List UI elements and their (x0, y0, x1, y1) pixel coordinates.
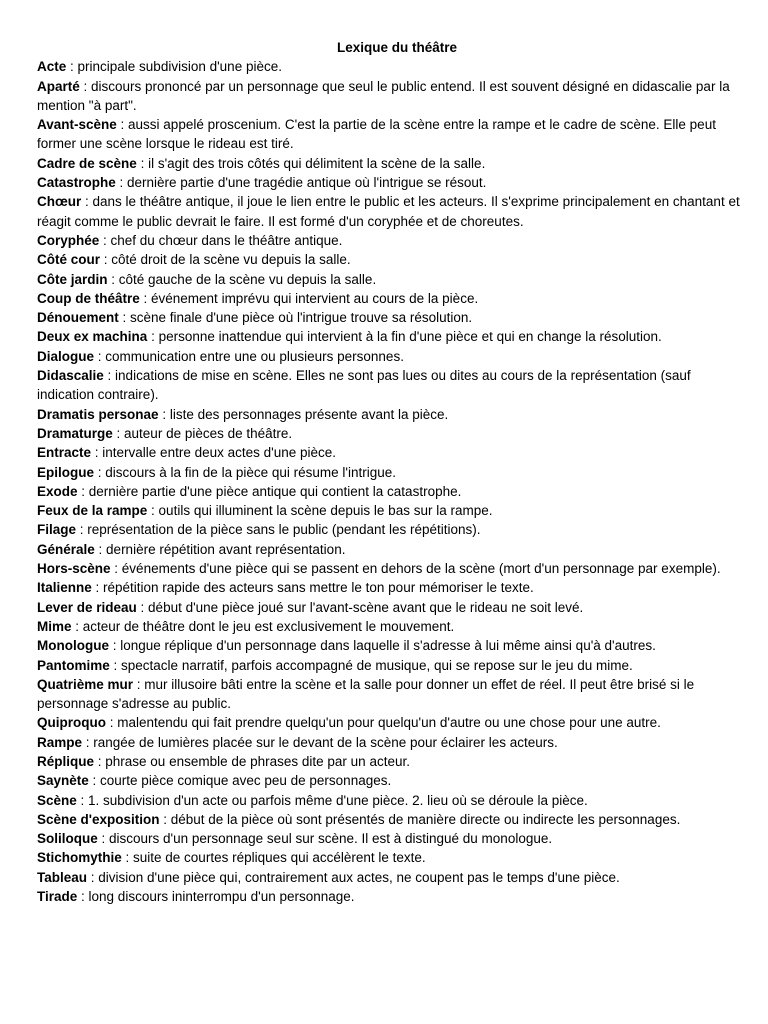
glossary-definition: : 1. subdivision d'un acte ou parfois même d'une pièce. 2. lieu où se déroule la pièce. (76, 792, 588, 808)
glossary-definition: : dernière partie d'une tragédie antique où l'intrigue se résout. (115, 175, 487, 191)
glossary-term: Catastrophe (37, 175, 116, 191)
glossary-entry (37, 559, 745, 578)
glossary-definition: : intervalle entre deux actes d'une pièce. (91, 445, 337, 461)
glossary-entry (37, 617, 745, 636)
glossary-term: Saynète (37, 773, 89, 789)
glossary-definition: : discours à la fin de la pièce qui résume l'intrigue. (94, 464, 396, 480)
glossary-term: Didascalie (37, 368, 104, 384)
glossary-term: Tirade (37, 889, 78, 905)
glossary-term: Coup de théâtre (37, 290, 140, 306)
glossary-definition: : principale subdivision d'une pièce. (66, 59, 282, 75)
glossary-entry (37, 192, 745, 231)
glossary-term: Stichomythie (37, 850, 122, 866)
glossary-term: Feux de la rampe (37, 503, 148, 519)
glossary-definition: : indications de mise en scène. Elles ne sont pas lues ou dites au cours de la représentation (sauf indication contraire). (37, 368, 691, 403)
glossary-term: Côté cour (37, 252, 101, 268)
glossary-definition: : longue réplique d'un personnage dans laquelle il s'adresse à lui même ainsi qu'à d'autres. (108, 638, 656, 654)
glossary-entry (37, 443, 745, 462)
glossary-entry (37, 656, 745, 675)
glossary-entry (37, 57, 745, 76)
glossary-entry (37, 424, 745, 443)
glossary-term: Côte jardin (37, 271, 108, 287)
glossary-entry (37, 154, 745, 173)
glossary-definition: : malentendu qui fait prendre quelqu'un pour quelqu'un d'autre ou une chose pour une autre. (105, 715, 661, 731)
glossary-definition: : répétition rapide des acteurs sans mettre le ton pour mémoriser le texte. (91, 580, 534, 596)
glossary-entry (37, 733, 745, 752)
glossary-term: Tableau (37, 869, 88, 885)
glossary-definition: : suite de courtes répliques qui accélèrent le texte. (121, 850, 426, 866)
glossary-definition: : courte pièce comique avec peu de personnages. (88, 773, 392, 789)
glossary-term: Quiproquo (37, 715, 106, 731)
glossary-term: Lever de rideau (37, 599, 137, 615)
glossary-entry (37, 791, 745, 810)
glossary-term: Hors-scène (37, 561, 111, 577)
document-page (37, 38, 745, 906)
glossary-term: Rampe (37, 734, 83, 750)
glossary-entry (37, 77, 745, 116)
glossary-entry (37, 289, 745, 308)
glossary-definition: : début de la pièce où sont présentés de manière directe ou indirecte les personnages. (159, 811, 681, 827)
glossary-definition: : long discours ininterrompu d'un personnage. (77, 889, 355, 905)
glossary-entry (37, 636, 745, 655)
glossary-definition: : dernière partie d'une pièce antique qui contient la catastrophe. (77, 483, 462, 499)
glossary-definition: : personne inattendue qui intervient à la fin d'une pièce et qui en change la résolution. (147, 329, 662, 345)
glossary-term: Dramatis personae (37, 406, 159, 422)
glossary-entry (37, 347, 745, 366)
glossary-entry (37, 540, 745, 559)
glossary-term: Epilogue (37, 464, 94, 480)
glossary-entry (37, 771, 745, 790)
glossary-entry (37, 482, 745, 501)
page-title: Lexique du théâtre (336, 40, 458, 55)
glossary-definition: : auteur de pièces de théâtre. (112, 425, 293, 441)
glossary-definition: : représentation de la pièce sans le public (pendant les répétitions). (76, 522, 481, 538)
glossary-entry (37, 327, 745, 346)
glossary-entry (37, 173, 745, 192)
glossary-term: Quatrième mur (37, 676, 134, 692)
glossary-entry (37, 598, 745, 617)
glossary-definition: : mur illusoire bâti entre la scène et la salle pour donner un effet de réel. Il peut être brisé si le personnage s'adresse au public. (37, 676, 695, 712)
glossary-term: Dénouement (37, 310, 119, 326)
glossary-definition: : il s'agit des trois côtés qui délimitent la scène de la salle. (136, 155, 486, 171)
glossary-entry (37, 713, 745, 732)
glossary-entry (37, 463, 745, 482)
glossary-entry (37, 520, 745, 539)
glossary-entry (37, 501, 745, 520)
glossary-definition: : dernière répétition avant représentation. (94, 541, 346, 557)
glossary-definition: : chef du chœur dans le théâtre antique. (99, 232, 343, 248)
glossary-term: Soliloque (37, 831, 98, 847)
glossary-term: Italienne (37, 580, 92, 596)
glossary-definition: : aussi appelé proscenium. C'est la partie de la scène entre la rampe et le cadre de scène. Elle peut former une scène lorsque le rideau est tiré. (37, 117, 716, 152)
glossary-definition: : division d'une pièce qui, contrairement aux actes, ne coupent pas le temps d'une pièce. (87, 869, 620, 885)
glossary-entry (37, 115, 745, 154)
glossary-term: Acte (37, 59, 67, 75)
glossary-term: Avant-scène (37, 117, 117, 133)
glossary-term: Chœur (37, 194, 82, 210)
glossary-entry (37, 366, 745, 405)
glossary-entry (37, 848, 745, 867)
glossary-definition: : discours prononcé par un personnage que seul le public entend. Il est souvent désigné en didascalie par la mention "à part". (37, 78, 730, 113)
glossary-term: Générale (37, 541, 95, 557)
glossary-definition: : phrase ou ensemble de phrases dite par un acteur. (94, 753, 410, 769)
glossary-definition: : côté droit de la scène vu depuis la salle. (100, 252, 351, 268)
glossary-definition: : événement imprévu qui intervient au cours de la pièce. (139, 290, 479, 306)
glossary-term: Entracte (37, 445, 92, 461)
glossary-entry (37, 578, 745, 597)
glossary-term: Monologue (37, 638, 109, 654)
glossary-definition: : rangée de lumières placée sur le devant de la scène pour éclairer les acteurs. (82, 734, 558, 750)
glossary-entry (37, 675, 745, 714)
glossary-term: Dialogue (37, 348, 95, 364)
glossary-entry (37, 250, 745, 269)
glossary-entry (37, 270, 745, 289)
glossary-definition: : côté gauche de la scène vu depuis la salle. (107, 271, 377, 287)
glossary-term: Deux ex machina (37, 329, 148, 345)
glossary-term: Scène (37, 792, 77, 808)
glossary-entry (37, 887, 745, 906)
glossary-term: Réplique (37, 753, 95, 769)
glossary-definition: : liste des personnages présente avant la pièce. (158, 406, 449, 422)
glossary-term: Dramaturge (37, 425, 113, 441)
glossary-entry (37, 868, 745, 887)
glossary-definition: : outils qui illuminent la scène depuis le bas sur la rampe. (147, 503, 493, 519)
glossary-definition: : dans le théâtre antique, il joue le lien entre le public et les acteurs. Il s'exprime principalement en chantant et réagit comme le public devrait le faire. Il est formé d'un coryphée et de choreutes. (37, 194, 740, 229)
glossary-definition: : spectacle narratif, parfois accompagné de musique, qui se repose sur le jeu du mime. (109, 657, 633, 673)
glossary-entry (37, 810, 745, 829)
glossary-term: Exode (37, 483, 78, 499)
glossary-definition: : communication entre une ou plusieurs personnes. (94, 348, 404, 364)
glossary-list (37, 57, 745, 906)
glossary-term: Mime (37, 618, 72, 634)
glossary-definition: : discours d'un personnage seul sur scène. Il est à distingué du monologue. (97, 831, 553, 847)
glossary-entry (37, 829, 745, 848)
glossary-term: Aparté (37, 78, 80, 94)
glossary-entry (37, 752, 745, 771)
glossary-definition: : événements d'une pièce qui se passent en dehors de la scène (mort d'un personnage par exemple). (110, 561, 721, 577)
glossary-entry (37, 231, 745, 250)
glossary-entry (37, 308, 745, 327)
glossary-term: Coryphée (37, 232, 100, 248)
glossary-term: Cadre de scène (37, 155, 137, 171)
glossary-term: Filage (37, 522, 77, 538)
glossary-definition: : scène finale d'une pièce où l'intrigue trouve sa résolution. (118, 310, 473, 326)
glossary-definition: : début d'une pièce joué sur l'avant-scène avant que le rideau ne soit levé. (136, 599, 584, 615)
glossary-entry (37, 405, 745, 424)
glossary-term: Pantomime (37, 657, 110, 673)
glossary-term: Scène d'exposition (37, 811, 160, 827)
glossary-definition: : acteur de théâtre dont le jeu est exclusivement le mouvement. (71, 618, 455, 634)
